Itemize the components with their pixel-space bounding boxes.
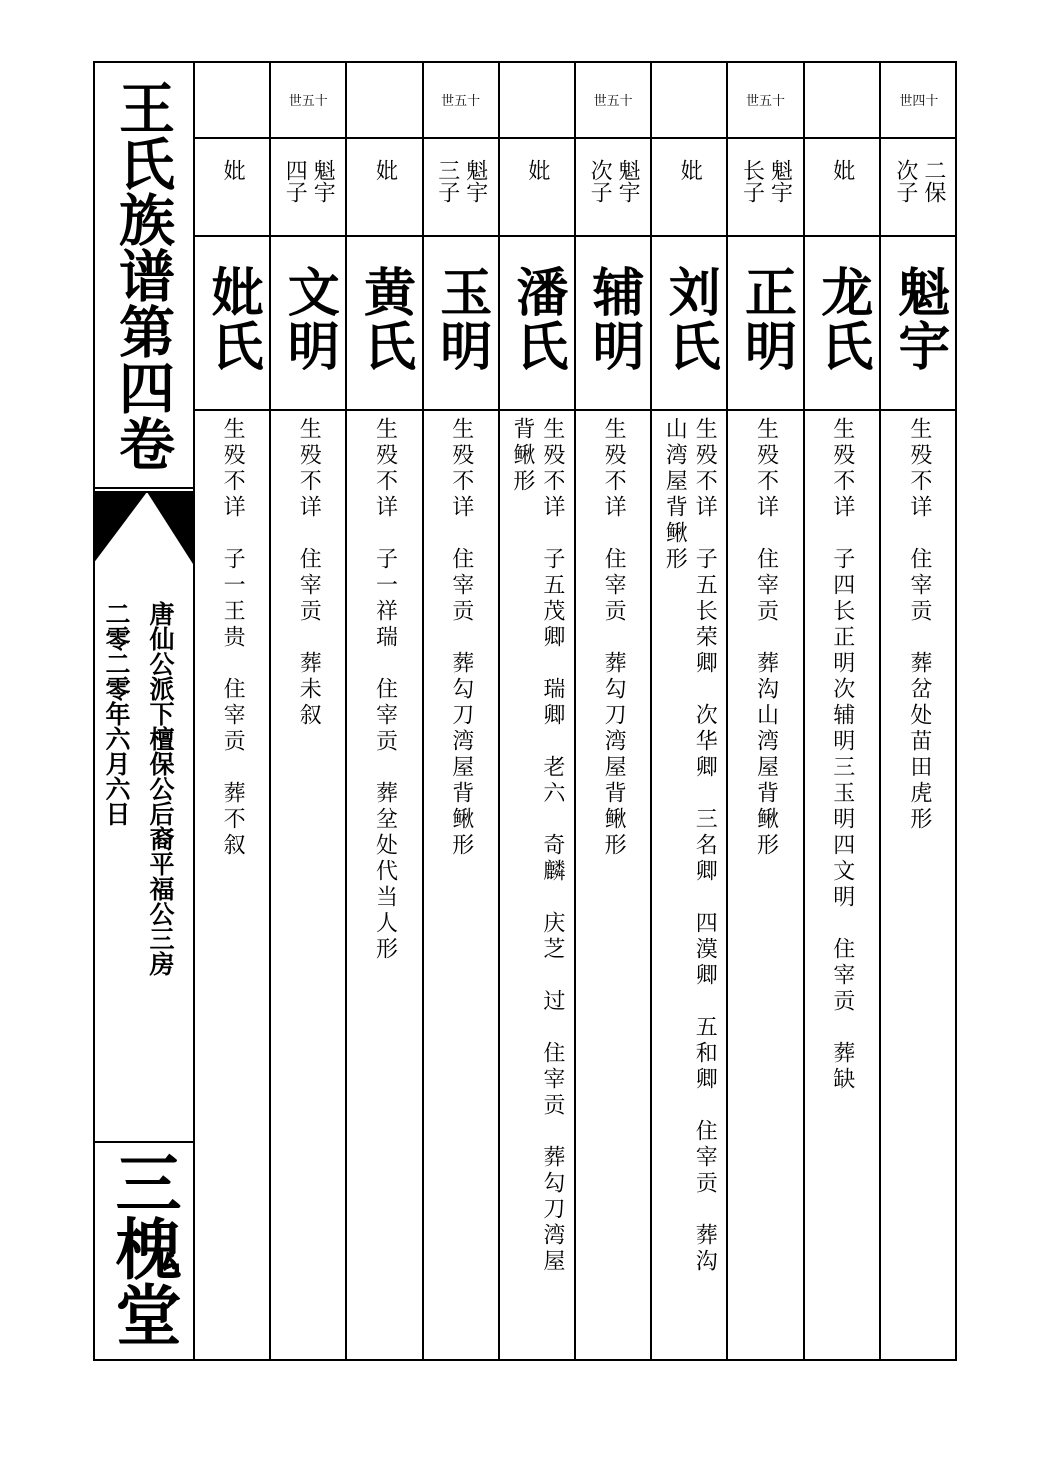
- relation-text: 魁宇: [462, 159, 488, 203]
- relation-text: 妣: [829, 159, 855, 181]
- biography-cell: [576, 411, 650, 1359]
- relation-text: 次子: [587, 159, 613, 203]
- biography-text: 生殁不详 住宰贡 葬勾刀湾屋背鳅形: [448, 417, 474, 859]
- biography-cell: [881, 411, 957, 1359]
- genealogy-column: [652, 61, 728, 1361]
- person-name-cell: [424, 237, 498, 411]
- person-name-cell: [271, 237, 345, 411]
- generation-label: 世五十: [288, 93, 328, 109]
- biography-cell: [805, 411, 879, 1359]
- person-name-cell: [195, 237, 269, 411]
- person-name: 龙氏: [811, 265, 873, 373]
- person-name: 潘氏: [506, 265, 568, 373]
- person-name-cell: [805, 237, 879, 411]
- person-name-cell: [576, 237, 650, 411]
- relation-cell: [271, 139, 345, 237]
- genealogy-column: [500, 61, 576, 1361]
- relation-text: 四子: [282, 159, 308, 203]
- biography-cell: [195, 411, 269, 1359]
- biography-text: 生殁不详 住宰贡 葬未叙: [296, 417, 322, 729]
- relation-text: 妣: [524, 159, 550, 181]
- relation-text: 三子: [434, 159, 460, 203]
- relation-text: 妣: [372, 159, 398, 181]
- lineage-text: 唐仙公派下檀保公后裔平福公三房: [146, 601, 175, 976]
- biography-cell: [728, 411, 802, 1359]
- biography-text: 生殁不详 子五长荣卿 次华卿 三名卿 四漠卿 五和卿 住宰贡 葬沟: [692, 417, 718, 1275]
- hall-name: 三槐堂: [104, 1149, 182, 1347]
- generation-cell: [500, 61, 574, 139]
- genealogy-grid: [195, 61, 957, 1361]
- relation-cell: [500, 139, 574, 237]
- relation-text: 二保: [920, 159, 946, 203]
- person-name: 妣氏: [202, 265, 264, 373]
- genealogy-column: [424, 61, 500, 1361]
- person-name: 文明: [278, 265, 340, 373]
- generation-label: 世四十: [899, 93, 939, 109]
- relation-cell: [652, 139, 726, 237]
- biography-cell: [652, 411, 726, 1359]
- person-name: 魁宇: [888, 265, 950, 373]
- relation-cell: [195, 139, 269, 237]
- genealogy-column: [728, 61, 804, 1361]
- relation-cell: [805, 139, 879, 237]
- person-name-cell: [500, 237, 574, 411]
- genealogy-column: [271, 61, 347, 1361]
- relation-text: 妣: [677, 159, 703, 181]
- title-strip: [93, 61, 195, 1361]
- generation-cell: [195, 61, 269, 139]
- relation-cell: [576, 139, 650, 237]
- relation-text: 长子: [739, 159, 765, 203]
- relation-cell: [881, 139, 957, 237]
- genealogy-column: [195, 61, 271, 1361]
- biography-text: 山湾屋背鳅形: [662, 417, 688, 573]
- relation-cell: [424, 139, 498, 237]
- date-text: 二零二零年六月六日: [102, 601, 131, 826]
- generation-cell: [728, 61, 802, 139]
- person-name: 辅明: [583, 265, 645, 373]
- hall-box: [93, 1141, 193, 1359]
- biography-cell: [500, 411, 574, 1359]
- person-name: 刘氏: [659, 265, 721, 373]
- biography-text: 生殁不详 子五茂卿 瑞卿 老六 奇麟 庆芝 过 住宰贡 葬勾刀湾屋: [539, 417, 565, 1275]
- generation-cell: [881, 61, 957, 139]
- generation-cell: [652, 61, 726, 139]
- person-name-cell: [347, 237, 421, 411]
- biography-text: 生殁不详 住宰贡 葬岔处苗田虎形: [906, 417, 932, 833]
- generation-label: 世五十: [441, 93, 481, 109]
- person-name: 黄氏: [354, 265, 416, 373]
- generation-cell: [347, 61, 421, 139]
- biography-text: 生殁不详 住宰贡 葬勾刀湾屋背鳅形: [601, 417, 627, 859]
- biography-cell: [271, 411, 345, 1359]
- generation-label: 世五十: [593, 93, 633, 109]
- person-name-cell: [652, 237, 726, 411]
- biography-text: 生殁不详 子一王贵 住宰贡 葬不叙: [220, 417, 246, 859]
- generation-cell: [271, 61, 345, 139]
- biography-cell: [347, 411, 421, 1359]
- relation-text: 次子: [892, 159, 918, 203]
- biography-text: 生殁不详 子一祥瑞 住宰贡 葬坌处代当人形: [372, 417, 398, 963]
- book-title: 王氏族谱第四卷: [110, 78, 176, 471]
- generation-cell: [424, 61, 498, 139]
- biography-text: 背鳅形: [509, 417, 535, 495]
- biography-text: 生殁不详 子四长正明次辅明三玉明四文明 住宰贡 葬缺: [829, 417, 855, 1093]
- person-name-cell: [881, 237, 957, 411]
- genealogy-column: [347, 61, 423, 1361]
- person-name: 玉明: [430, 265, 492, 373]
- relation-text: 魁宇: [767, 159, 793, 203]
- biography-text: 生殁不详 住宰贡 葬沟山湾屋背鳅形: [753, 417, 779, 859]
- generation-cell: [805, 61, 879, 139]
- relation-text: 魁宇: [310, 159, 336, 203]
- generation-label: 世五十: [745, 93, 785, 109]
- relation-text: 魁宇: [615, 159, 641, 203]
- genealogy-column: [576, 61, 652, 1361]
- person-name: 正明: [735, 265, 797, 373]
- fishtail-ornament: [93, 486, 193, 598]
- relation-text: 妣: [220, 159, 246, 181]
- genealogy-column: [881, 61, 957, 1361]
- biography-cell: [424, 411, 498, 1359]
- genealogy-column: [805, 61, 881, 1361]
- relation-cell: [728, 139, 802, 237]
- person-name-cell: [728, 237, 802, 411]
- relation-cell: [347, 139, 421, 237]
- generation-cell: [576, 61, 650, 139]
